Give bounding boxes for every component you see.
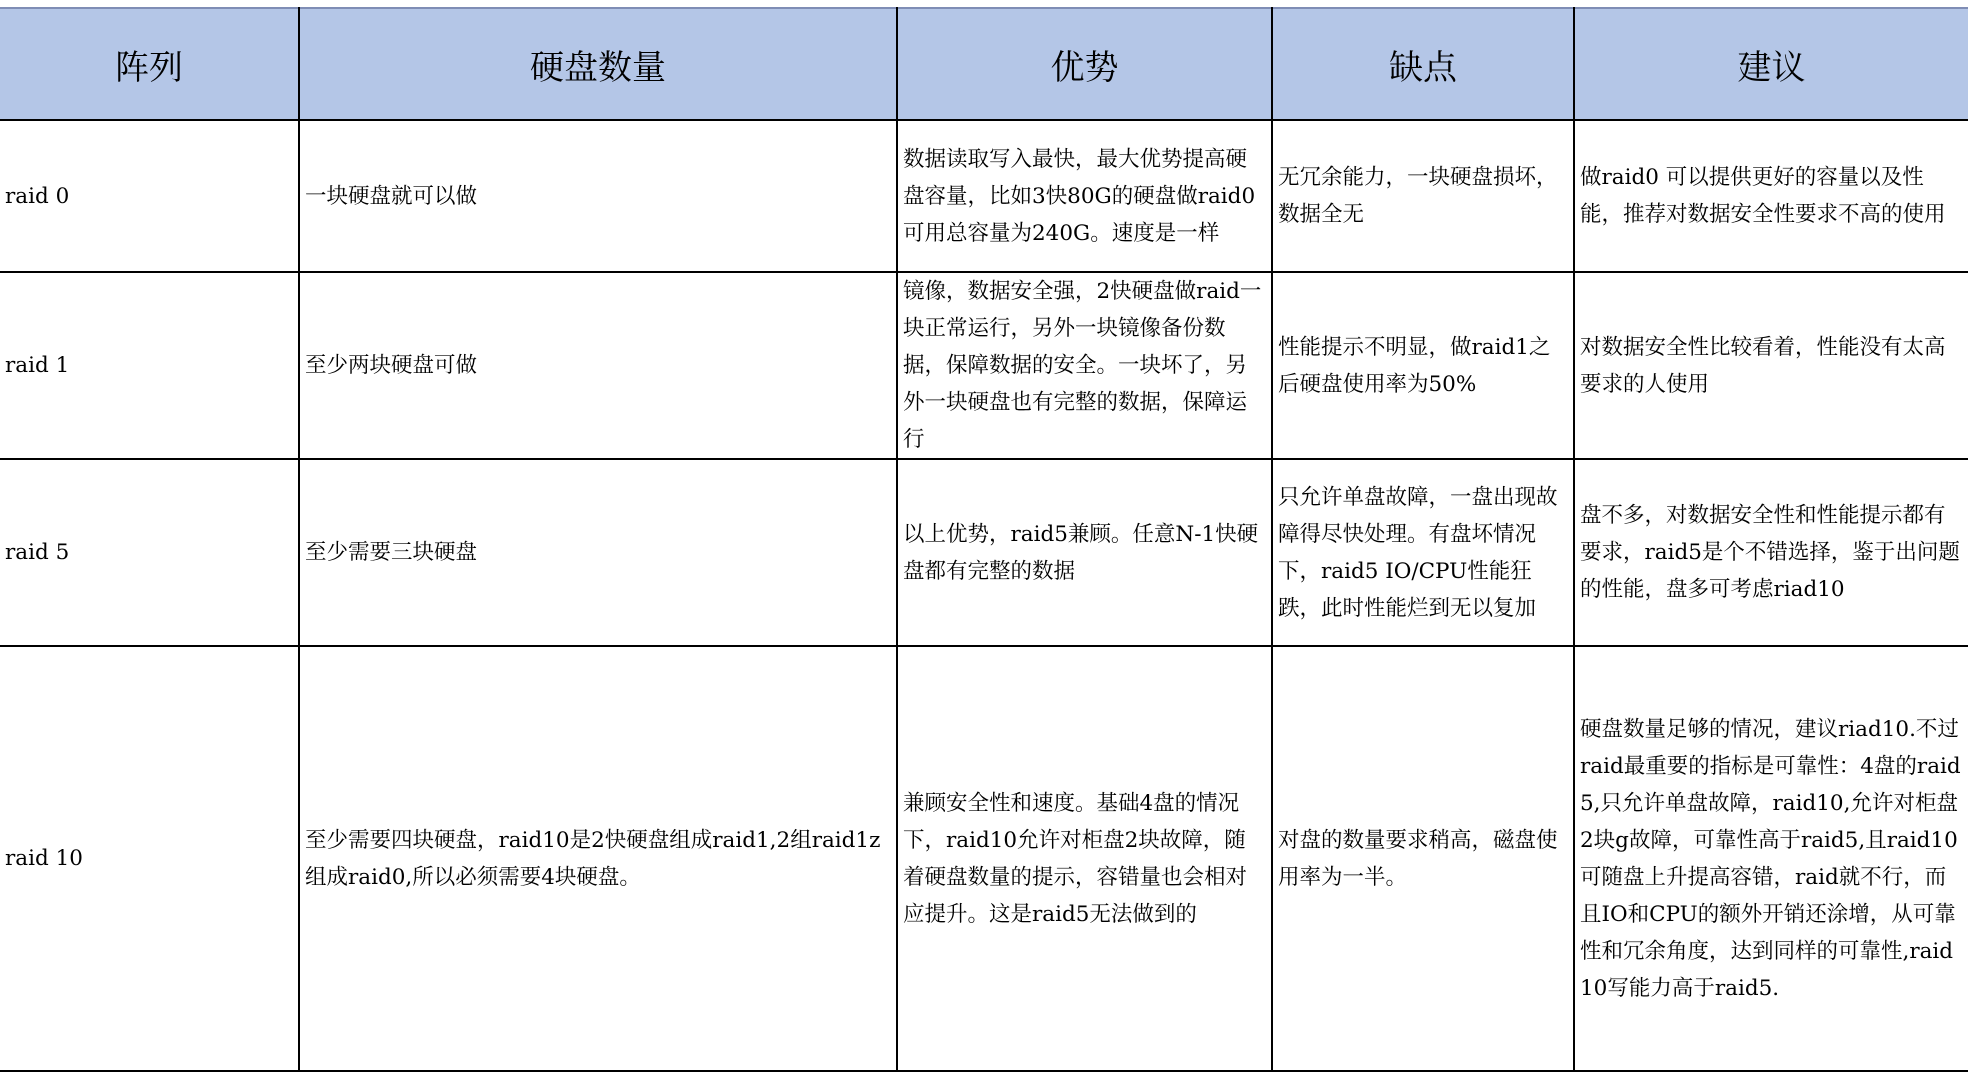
cell-suggestions: 盘不多，对数据安全性和性能提示都有要求，raid5是个不错选择，鉴于出问题的性能，盘多可考虑riad10 xyxy=(1574,459,1968,646)
cell-advantages: 镜像，数据安全强，2快硬盘做raid一块正常运行，另外一块镜像备份数据，保障数据的安全。一块坏了，另外一块硬盘也有完整的数据，保障运行 xyxy=(897,272,1272,459)
cell-advantages: 数据读取写入最快，最大优势提高硬盘容量，比如3快80G的硬盘做raid0 可用总容量为240G。速度是一样 xyxy=(897,120,1272,272)
cell-disadvantages: 对盘的数量要求稍高，磁盘使用率为一半。 xyxy=(1272,646,1574,1071)
table-row xyxy=(0,646,1968,1071)
cell-disadvantages: 无冗余能力，一块硬盘损坏，数据全无 xyxy=(1272,120,1574,272)
raid-comparison-table xyxy=(0,7,1968,1072)
cell-disk-count: 至少需要四块硬盘，raid10是2快硬盘组成raid1,2组raid1z组成raid0,所以必须需要4块硬盘。 xyxy=(299,646,897,1071)
cell-advantages: 兼顾安全性和速度。基础4盘的情况下，raid10允许对柜盘2块故障，随着硬盘数量的提示，容错量也会相对应提升。这是raid5无法做到的 xyxy=(897,646,1272,1071)
cell-advantages: 以上优势，raid5兼顾。任意N-1快硬盘都有完整的数据 xyxy=(897,459,1272,646)
cell-disk-count: 一块硬盘就可以做 xyxy=(299,120,897,272)
cell-disk-count: 至少需要三块硬盘 xyxy=(299,459,897,646)
cell-array: raid 10 xyxy=(0,646,299,1071)
header-array: 阵列 xyxy=(0,8,299,120)
cell-array: raid 1 xyxy=(0,272,299,459)
cell-disadvantages: 性能提示不明显，做raid1之后硬盘使用率为50% xyxy=(1272,272,1574,459)
cell-suggestions: 对数据安全性比较看着，性能没有太高要求的人使用 xyxy=(1574,272,1968,459)
header-disk-count: 硬盘数量 xyxy=(299,8,897,120)
cell-suggestions: 做raid0 可以提供更好的容量以及性能，推荐对数据安全性要求不高的使用 xyxy=(1574,120,1968,272)
header-row xyxy=(0,8,1968,120)
header-suggestions: 建议 xyxy=(1574,8,1968,120)
table-row xyxy=(0,272,1968,459)
table-row xyxy=(0,459,1968,646)
header-advantages: 优势 xyxy=(897,8,1272,120)
cell-disk-count: 至少两块硬盘可做 xyxy=(299,272,897,459)
header-disadvantages: 缺点 xyxy=(1272,8,1574,120)
cell-array: raid 0 xyxy=(0,120,299,272)
table-row xyxy=(0,120,1968,272)
table-body xyxy=(0,120,1968,1071)
cell-suggestions: 硬盘数量足够的情况，建议riad10.不过raid最重要的指标是可靠性：4盘的raid5,只允许单盘故障，raid10,允许对柜盘2块g故障，可靠性高于raid5,且raid10 可随盘上升提高容错，raid就不行，而且IO和CPU的额外开销还涂增，从可靠性和冗余角度，达到同样的可靠性,raid10写能力高于raid5. xyxy=(1574,646,1968,1071)
table-header xyxy=(0,8,1968,120)
cell-disadvantages: 只允许单盘故障，一盘出现故障得尽快处理。有盘坏情况下，raid5 IO/CPU性能狂跌，此时性能烂到无以复加 xyxy=(1272,459,1574,646)
cell-array: raid 5 xyxy=(0,459,299,646)
